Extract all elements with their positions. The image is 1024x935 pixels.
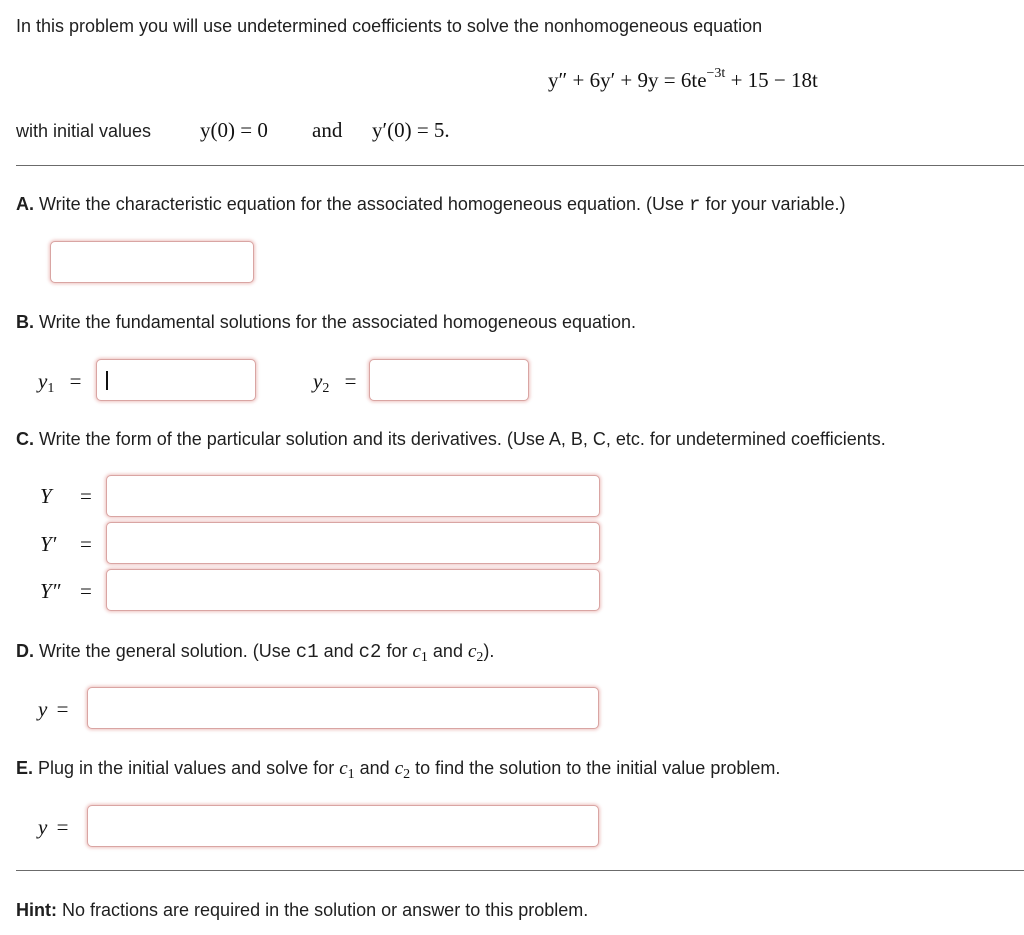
part-a-text: Write the characteristic equation for the associated homogeneous equation. (Use [34, 194, 690, 214]
part-d-c2-subscript: 2 [476, 650, 484, 665]
particular-y-double-prime-symbol: Y″ [40, 579, 61, 603]
part-a-text-after: for your variable.) [700, 194, 846, 214]
intro-text: In this problem you will use undetermined coefficients to solve the nonhomogeneous equation [16, 16, 763, 36]
y1-subscript: 1 [47, 381, 55, 396]
part-e-text: Plug in the initial values and solve for [33, 758, 340, 778]
part-b-text: Write the fundamental solutions for the associated homogeneous equation. [34, 312, 637, 332]
hint [16, 900, 588, 921]
particular-y-double-prime-input[interactable] [106, 569, 600, 611]
part-e-letter: E. [16, 758, 34, 778]
ivp-solution-input[interactable] [87, 805, 599, 847]
particular-y-equals: = [80, 484, 92, 508]
part-d-letter: D. [16, 641, 34, 661]
initial-values-and: and [312, 118, 343, 142]
part-e-c1-subscript: 1 [347, 767, 355, 782]
y1-equals: = [69, 369, 82, 393]
equation-rhs: + 15 − 18t [725, 68, 818, 92]
ivp-solution-y: y [38, 815, 48, 839]
general-solution-y: y [38, 697, 48, 721]
part-d-code-c2: c2 [358, 641, 382, 663]
divider-top [16, 165, 1024, 166]
divider-bottom [16, 870, 1024, 871]
part-d-text-close: ). [483, 641, 495, 661]
general-solution-input[interactable] [87, 687, 599, 729]
main-equation [548, 68, 818, 93]
y1-label [38, 369, 81, 394]
particular-y-prime-symbol: Y′ [40, 532, 57, 556]
part-e-text-and: and [354, 758, 395, 778]
y2-input[interactable] [369, 359, 529, 401]
part-c-letter: C. [16, 429, 34, 449]
part-a-code: r [689, 194, 701, 216]
hint-label: Hint: [16, 900, 57, 920]
y2-symbol: y [313, 369, 323, 393]
particular-y-input[interactable] [106, 475, 600, 517]
initial-condition-1: y(0) = 0 [200, 118, 268, 142]
general-solution-label [38, 697, 68, 722]
characteristic-equation-input[interactable] [50, 241, 254, 283]
ivp-solution-equals: = [56, 815, 69, 839]
part-d-prompt [16, 641, 494, 663]
hint-text: No fractions are required in the solution or answer to this problem. [56, 900, 589, 920]
ivp-solution-label [38, 815, 68, 840]
particular-y-prime-input[interactable] [106, 522, 600, 564]
particular-y-symbol: Y [40, 484, 52, 508]
part-d-c1-subscript: 1 [420, 650, 428, 665]
part-d-text-for: for [381, 641, 413, 661]
y1-input[interactable] [96, 359, 256, 401]
initial-condition-2: y′(0) = 5. [372, 118, 450, 142]
part-e-c2-symbol: c [394, 758, 404, 779]
particular-y-prime-equals: = [80, 532, 92, 556]
part-e-c2-subscript: 2 [403, 767, 411, 782]
part-c-text: Write the form of the particular solution and its derivatives. (Use A, B, C, etc. for undetermined coefficients. [34, 429, 886, 449]
equation-exponent: −3t [706, 66, 726, 81]
part-d-code-c1: c1 [295, 641, 319, 663]
general-solution-equals: = [56, 697, 69, 721]
part-d-text-and: and [318, 641, 359, 661]
text-caret [106, 371, 108, 390]
part-a-letter: A. [16, 194, 34, 214]
part-d-text-and-2: and [427, 641, 468, 661]
particular-y-double-prime-label [40, 579, 60, 604]
part-b-letter: B. [16, 312, 34, 332]
y1-symbol: y [38, 369, 48, 393]
part-e-prompt [16, 758, 780, 780]
part-e-c1-symbol: c [339, 758, 348, 779]
part-c-prompt [16, 429, 886, 450]
equation-lhs: y″ + 6y′ + 9y = 6te [548, 68, 707, 92]
y2-equals: = [344, 369, 357, 393]
part-e-text-after: to find the solution to the initial value problem. [410, 758, 781, 778]
part-b-prompt [16, 312, 636, 333]
particular-y-prime-label [40, 532, 56, 557]
particular-y-label [40, 484, 52, 509]
initial-values-label: with initial values [16, 121, 152, 141]
y2-subscript: 2 [322, 381, 330, 396]
part-d-c2-symbol: c [467, 641, 477, 662]
particular-y-double-prime-equals: = [80, 579, 92, 603]
y2-label [313, 369, 356, 394]
part-d-c1-symbol: c [412, 641, 421, 662]
part-d-text: Write the general solution. (Use [34, 641, 296, 661]
part-a-prompt [16, 194, 846, 216]
